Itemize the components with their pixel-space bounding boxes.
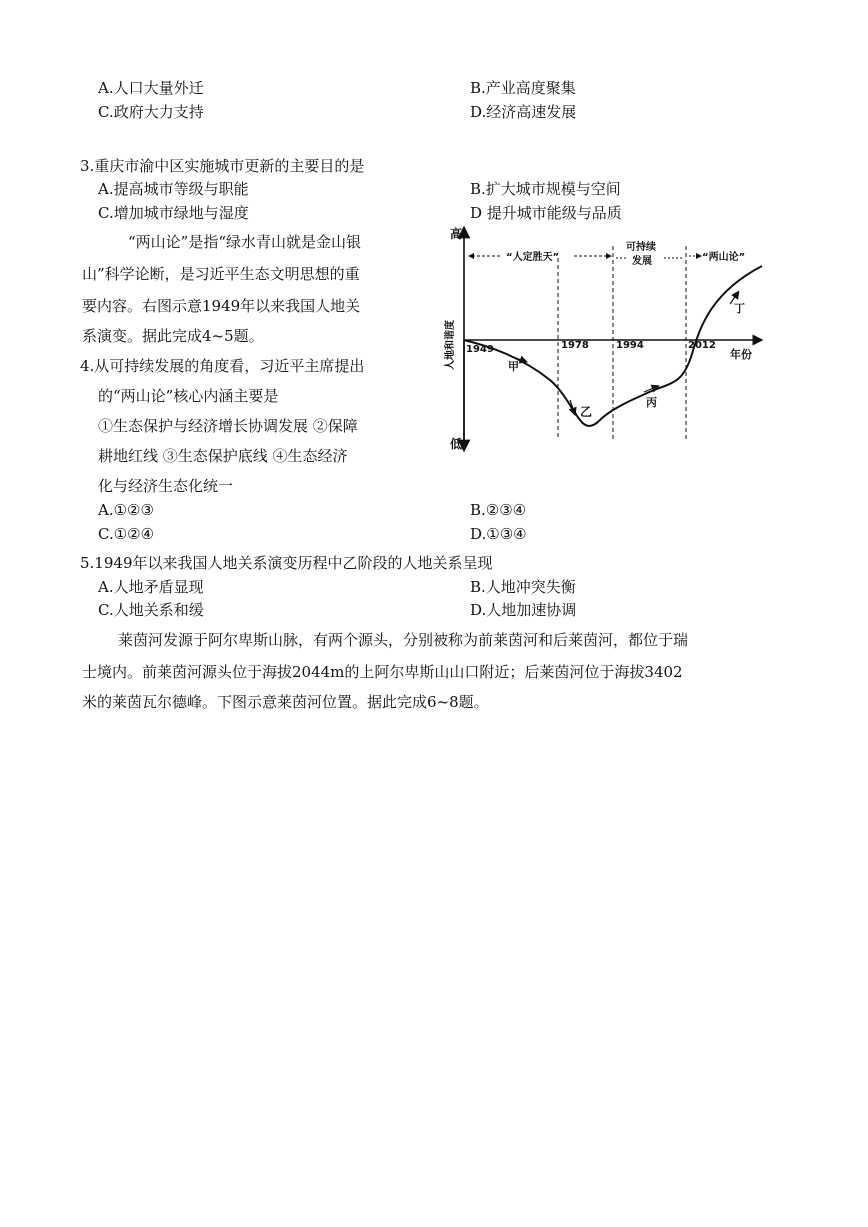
stage-yi: 乙	[580, 405, 593, 419]
q4-items-line2: 耕地红线 ③生态保护底线 ④生态经济	[98, 447, 348, 465]
q5-stem: 5.1949年以来我国人地关系演变历程中乙阶段的人地关系呈现	[80, 554, 493, 572]
q4-option-a: A.①②③	[98, 501, 154, 519]
q5-option-d: D.人地加速协调	[470, 601, 577, 619]
material1-line3: 要内容。右图示意1949年以来我国人地关	[82, 297, 361, 315]
stage-ding: 丁	[734, 302, 745, 315]
tick-1978: 1978	[561, 340, 589, 351]
tick-1949: 1949	[466, 344, 494, 355]
tick-2012: 2012	[688, 340, 716, 351]
material2-line3: 米的莱茵瓦尔德峰。下图示意莱茵河位置。据此完成6~8题。	[82, 693, 489, 711]
prev-option-c: C.政府大力支持	[98, 103, 204, 121]
stage-jia: 甲	[508, 360, 519, 373]
y-low-label: 低	[450, 437, 463, 451]
q4-stem-line1: 4.从可持续发展的角度看，习近平主席提出	[80, 357, 365, 375]
human-land-relation-figure	[440, 222, 770, 454]
q4-option-c: C.①②④	[98, 525, 155, 543]
q5-option-c: C.人地关系和缓	[98, 601, 204, 619]
prev-option-d: D.经济高速发展	[470, 103, 577, 121]
stage-bing: 丙	[646, 396, 657, 409]
q3-stem: 3.重庆市渝中区实施城市更新的主要目的是	[80, 157, 365, 175]
period-label-liangshanlun: “两山论”	[702, 252, 746, 263]
material2-line2: 士境内。前莱茵河源头位于海拔2044m的上阿尔卑斯山山口附近；后莱茵河位于海拔3402	[82, 663, 683, 681]
period-label-sustainable-1: 可持续	[626, 242, 656, 253]
q4-items-line3: 化与经济生态化统一	[98, 477, 234, 495]
prev-option-a: A.人口大量外迁	[98, 79, 204, 97]
material1-line4: 系演变。据此完成4~5题。	[82, 327, 264, 345]
q3-option-c: C.增加城市绿地与湿度	[98, 204, 249, 222]
material1-line2: 山”科学论断，是习近平生态文明思想的重	[82, 265, 360, 283]
q4-stem-line2: 的“两山论”核心内涵主要是	[98, 387, 279, 405]
q4-items-line1: ①生态保护与经济增长协调发展 ②保障	[98, 417, 358, 435]
y-axis-label: 人地和谐度	[445, 320, 456, 370]
material1-line1: “两山论”是指“绿水青山就是金山银	[128, 233, 362, 251]
q5-option-b: B.人地冲突失衡	[470, 578, 576, 596]
period-label-sustainable-2: 发展	[632, 256, 652, 267]
q3-option-d: D 提升城市能级与品质	[470, 204, 622, 222]
tick-1994: 1994	[616, 340, 644, 351]
y-high-label: 高	[450, 227, 463, 241]
q3-option-b: B.扩大城市规模与空间	[470, 180, 621, 198]
material2-line1: 莱茵河发源于阿尔卑斯山脉，有两个源头，分别被称为前莱茵河和后莱茵河，都位于瑞	[118, 631, 689, 649]
q4-option-d: D.①③④	[470, 525, 527, 543]
x-axis-label: 年份	[730, 348, 752, 361]
period-label-rendingshengtian: “人定胜天”	[506, 252, 560, 263]
q4-option-b: B.②③④	[470, 501, 527, 519]
q3-option-a: A.提高城市等级与职能	[98, 180, 249, 198]
q5-option-a: A.人地矛盾显现	[98, 578, 204, 596]
prev-option-b: B.产业高度聚集	[470, 79, 576, 97]
